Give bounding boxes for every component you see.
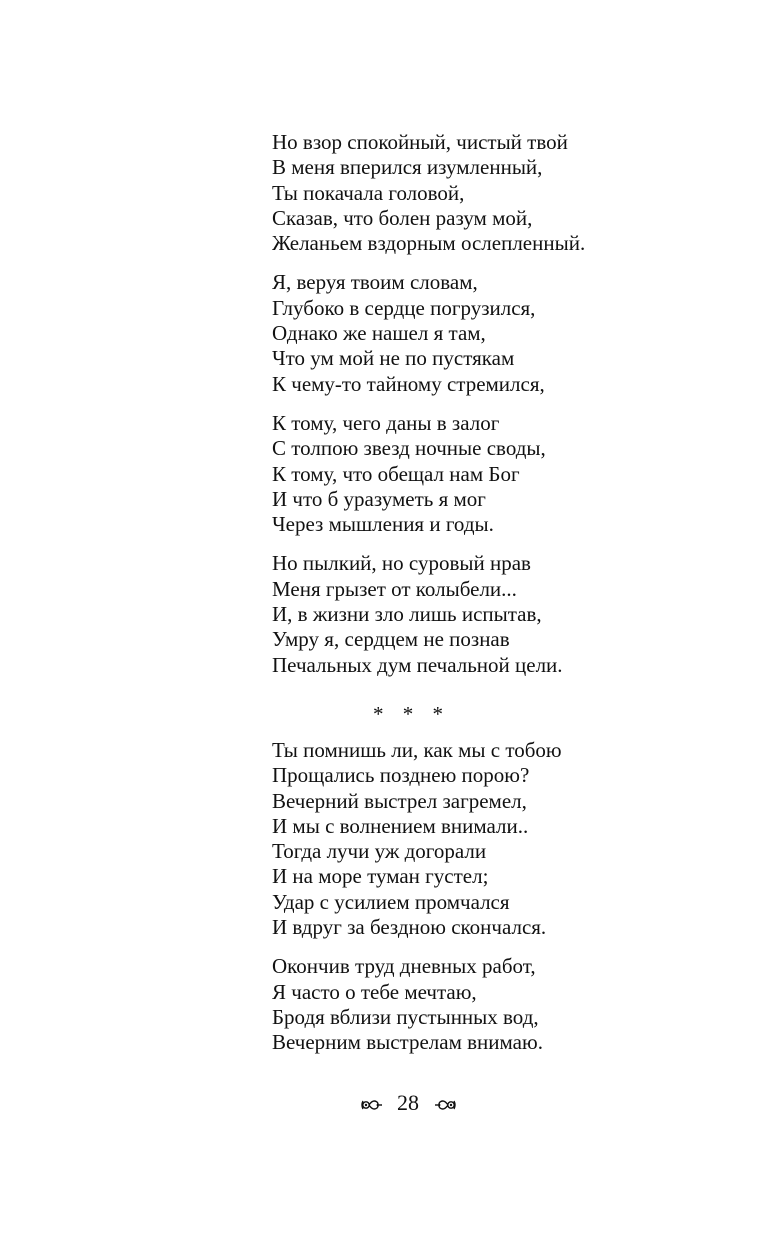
stanza-2 <box>272 954 692 1055</box>
verse-line: Я часто о тебе мечтаю, <box>272 979 477 1004</box>
stanza-4 <box>272 551 692 677</box>
asterisk: * <box>432 702 443 726</box>
verse-line: Я, веруя твоим словам, <box>272 270 478 295</box>
page-footer <box>0 1088 768 1116</box>
verse-line: Желаньем вздорным ослепленный. <box>272 231 586 256</box>
verse-line: И на море туман густел; <box>272 864 489 889</box>
verse-line: К тому, чего даны в залог <box>272 410 500 435</box>
fleuron-left-icon <box>360 1094 384 1112</box>
section-divider <box>0 702 768 727</box>
verse-line: Бродя вблизи пустынных вод, <box>272 1004 539 1029</box>
verse-line: Вечерним выстрелам внимаю. <box>272 1030 543 1055</box>
verse-line: Окончив труд дневных работ, <box>272 954 536 979</box>
stanza-1 <box>272 738 692 940</box>
verse-line: С толпою звезд ночные своды, <box>272 436 546 461</box>
verse-line: Что ум мой не по пустякам <box>272 346 515 371</box>
poem-2 <box>272 738 692 1070</box>
asterisk: * <box>373 702 384 726</box>
verse-line: В меня вперился изумленный, <box>272 155 543 180</box>
verse-line: Меня грызет от колыбели... <box>272 576 517 601</box>
verse-line: Сказав, что болен разум мой, <box>272 205 533 230</box>
verse-line: Через мышления и годы. <box>272 512 494 537</box>
verse-line: Тогда лучи уж догорали <box>272 839 487 864</box>
verse-line: Прощались позднею порою? <box>272 763 530 788</box>
asterisk: * <box>402 702 414 726</box>
verse-line: Глубоко в сердце погрузился, <box>272 295 536 320</box>
verse-line: Вечерний выстрел загремел, <box>272 788 527 813</box>
verse-line: Удар с усилием промчался <box>272 889 510 914</box>
verse-line: Ты помнишь ли, как мы с тобою <box>272 738 562 762</box>
verse-line: К чему-то тайному стремился, <box>272 371 545 396</box>
verse-line: И, в жизни зло лишь испытав, <box>272 602 542 627</box>
verse-line: Ты покачала головой, <box>272 180 465 205</box>
stanza-1 <box>272 130 692 256</box>
verse-line: К тому, что обещал нам Бог <box>272 461 520 486</box>
verse-line: Печальных дум печальной цели. <box>272 652 563 677</box>
stanza-3 <box>272 411 692 537</box>
verse-line: Умру я, сердцем не познав <box>272 627 510 652</box>
verse-line: И что б уразуметь я мог <box>272 486 486 511</box>
poem-1 <box>272 130 692 692</box>
verse-line: Однако же нашел я там, <box>272 321 486 346</box>
fleuron-right-icon <box>433 1094 457 1112</box>
verse-line: Но пылкий, но суровый нрав <box>272 551 531 576</box>
page-number: 28 <box>397 1089 419 1115</box>
stanza-2 <box>272 270 692 396</box>
verse-line: И вдруг за бездною скончался. <box>272 915 547 940</box>
verse-line: И мы с волнением внимали.. <box>272 813 529 838</box>
verse-line: Но взор спокойный, чистый твой <box>272 130 568 154</box>
